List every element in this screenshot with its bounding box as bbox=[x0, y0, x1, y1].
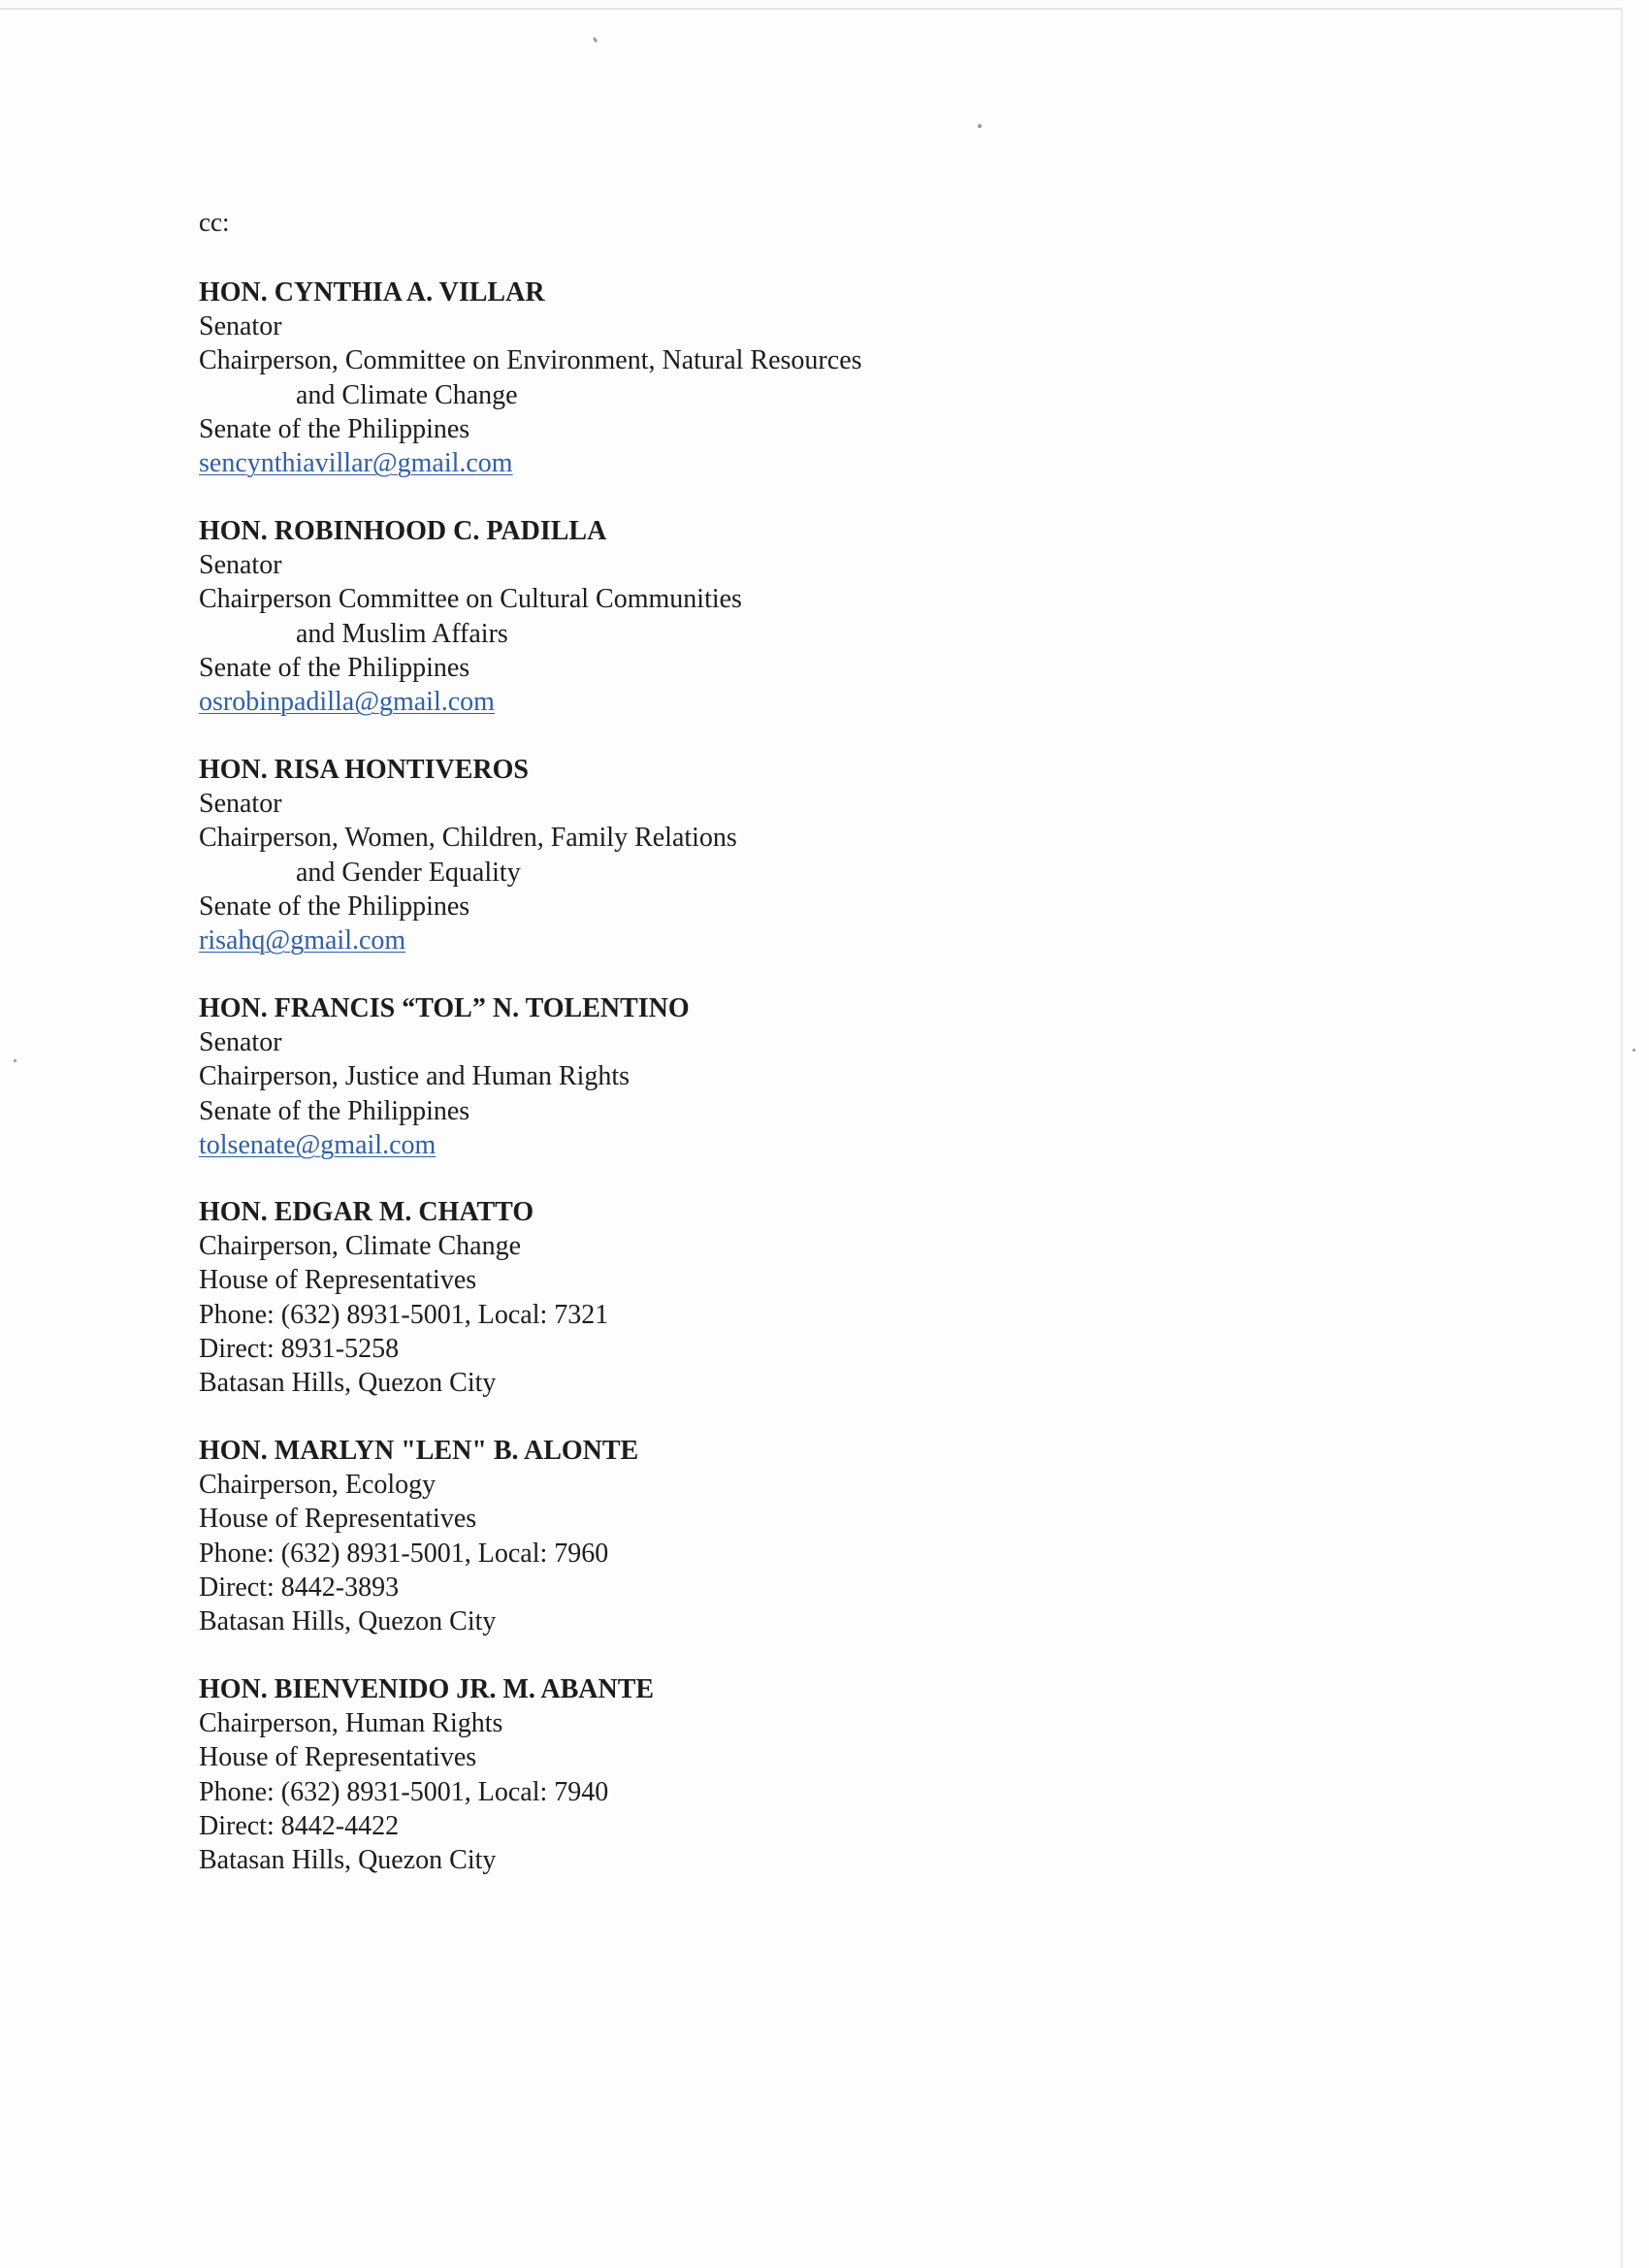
recipient-title: Senator bbox=[199, 1027, 282, 1058]
recipient-chamber: House of Representatives bbox=[199, 1742, 477, 1773]
recipient-entry bbox=[199, 991, 1460, 1162]
scan-speck bbox=[593, 37, 598, 44]
recipient-entry bbox=[199, 275, 1460, 480]
recipient-direct-line: Direct: 8442-4422 bbox=[199, 1810, 400, 1841]
recipient-email-link[interactable]: osrobinpadilla@gmail.com bbox=[199, 687, 495, 718]
recipient-title: Senator bbox=[199, 789, 282, 820]
page-right-edge bbox=[1621, 8, 1623, 2268]
recipient-address: Batasan Hills, Quezon City bbox=[199, 1368, 497, 1399]
recipient-entry bbox=[199, 753, 1460, 957]
recipient-direct-line: Direct: 8931-5258 bbox=[199, 1333, 400, 1364]
recipient-committee-continued: and Climate Change bbox=[296, 379, 518, 410]
page-top-edge bbox=[0, 8, 1622, 10]
cc-label: cc: bbox=[199, 208, 230, 237]
recipient-name: HON. BIENVENIDO JR. M. ABANTE bbox=[199, 1674, 655, 1704]
recipient-entry bbox=[199, 1195, 1460, 1400]
recipient-direct-line: Direct: 8442-3893 bbox=[199, 1571, 400, 1603]
recipient-entry bbox=[199, 1434, 1460, 1638]
recipient-chamber: Senate of the Philippines bbox=[199, 1095, 470, 1126]
recipient-chamber: House of Representatives bbox=[199, 1265, 477, 1296]
recipient-committee: Chairperson, Justice and Human Rights bbox=[199, 1061, 630, 1092]
recipient-name: HON. RISA HONTIVEROS bbox=[199, 755, 529, 785]
recipient-chamber: Senate of the Philippines bbox=[199, 652, 470, 683]
recipient-chamber: House of Representatives bbox=[199, 1504, 477, 1535]
recipient-committee: Chairperson, Ecology bbox=[199, 1470, 436, 1501]
recipient-phone: Phone: (632) 8931-5001, Local: 7940 bbox=[199, 1776, 609, 1807]
recipient-committee: Chairperson, Committee on Environment, Natural Resources bbox=[199, 345, 862, 376]
recipient-phone: Phone: (632) 8931-5001, Local: 7321 bbox=[199, 1299, 609, 1330]
recipient-address: Batasan Hills, Quezon City bbox=[199, 1845, 497, 1876]
recipient-committee-continued: and Gender Equality bbox=[296, 857, 521, 888]
recipient-committee-continued: and Muslim Affairs bbox=[296, 618, 508, 649]
recipient-email-link[interactable]: tolsenate@gmail.com bbox=[199, 1129, 436, 1160]
recipient-email-link[interactable]: sencynthiavillar@gmail.com bbox=[199, 448, 513, 479]
recipient-name: HON. ROBINHOOD C. PADILLA bbox=[199, 516, 607, 546]
recipient-address: Batasan Hills, Quezon City bbox=[199, 1606, 497, 1637]
recipient-name: HON. EDGAR M. CHATTO bbox=[199, 1197, 534, 1227]
recipient-phone: Phone: (632) 8931-5001, Local: 7960 bbox=[199, 1538, 609, 1569]
scan-speck bbox=[978, 124, 982, 128]
recipient-name: HON. FRANCIS “TOL” N. TOLENTINO bbox=[199, 993, 690, 1023]
recipient-entry bbox=[199, 514, 1460, 719]
recipient-committee: Chairperson, Women, Children, Family Relations bbox=[199, 823, 737, 854]
recipient-chamber: Senate of the Philippines bbox=[199, 891, 470, 922]
recipient-name: HON. MARLYN "LEN" B. ALONTE bbox=[199, 1436, 639, 1466]
recipient-chamber: Senate of the Philippines bbox=[199, 413, 470, 444]
recipient-committee: Chairperson, Human Rights bbox=[199, 1708, 503, 1739]
recipient-title: Senator bbox=[199, 550, 282, 581]
recipient-name: HON. CYNTHIA A. VILLAR bbox=[199, 277, 545, 308]
recipient-email-link[interactable]: risahq@gmail.com bbox=[199, 925, 406, 956]
scan-speck bbox=[1633, 1049, 1635, 1052]
scan-speck bbox=[14, 1059, 16, 1062]
recipient-entry bbox=[199, 1672, 1460, 1877]
recipient-title: Senator bbox=[199, 311, 282, 342]
recipient-committee: Chairperson, Climate Change bbox=[199, 1231, 522, 1262]
recipient-committee: Chairperson Committee on Cultural Communities bbox=[199, 584, 742, 615]
